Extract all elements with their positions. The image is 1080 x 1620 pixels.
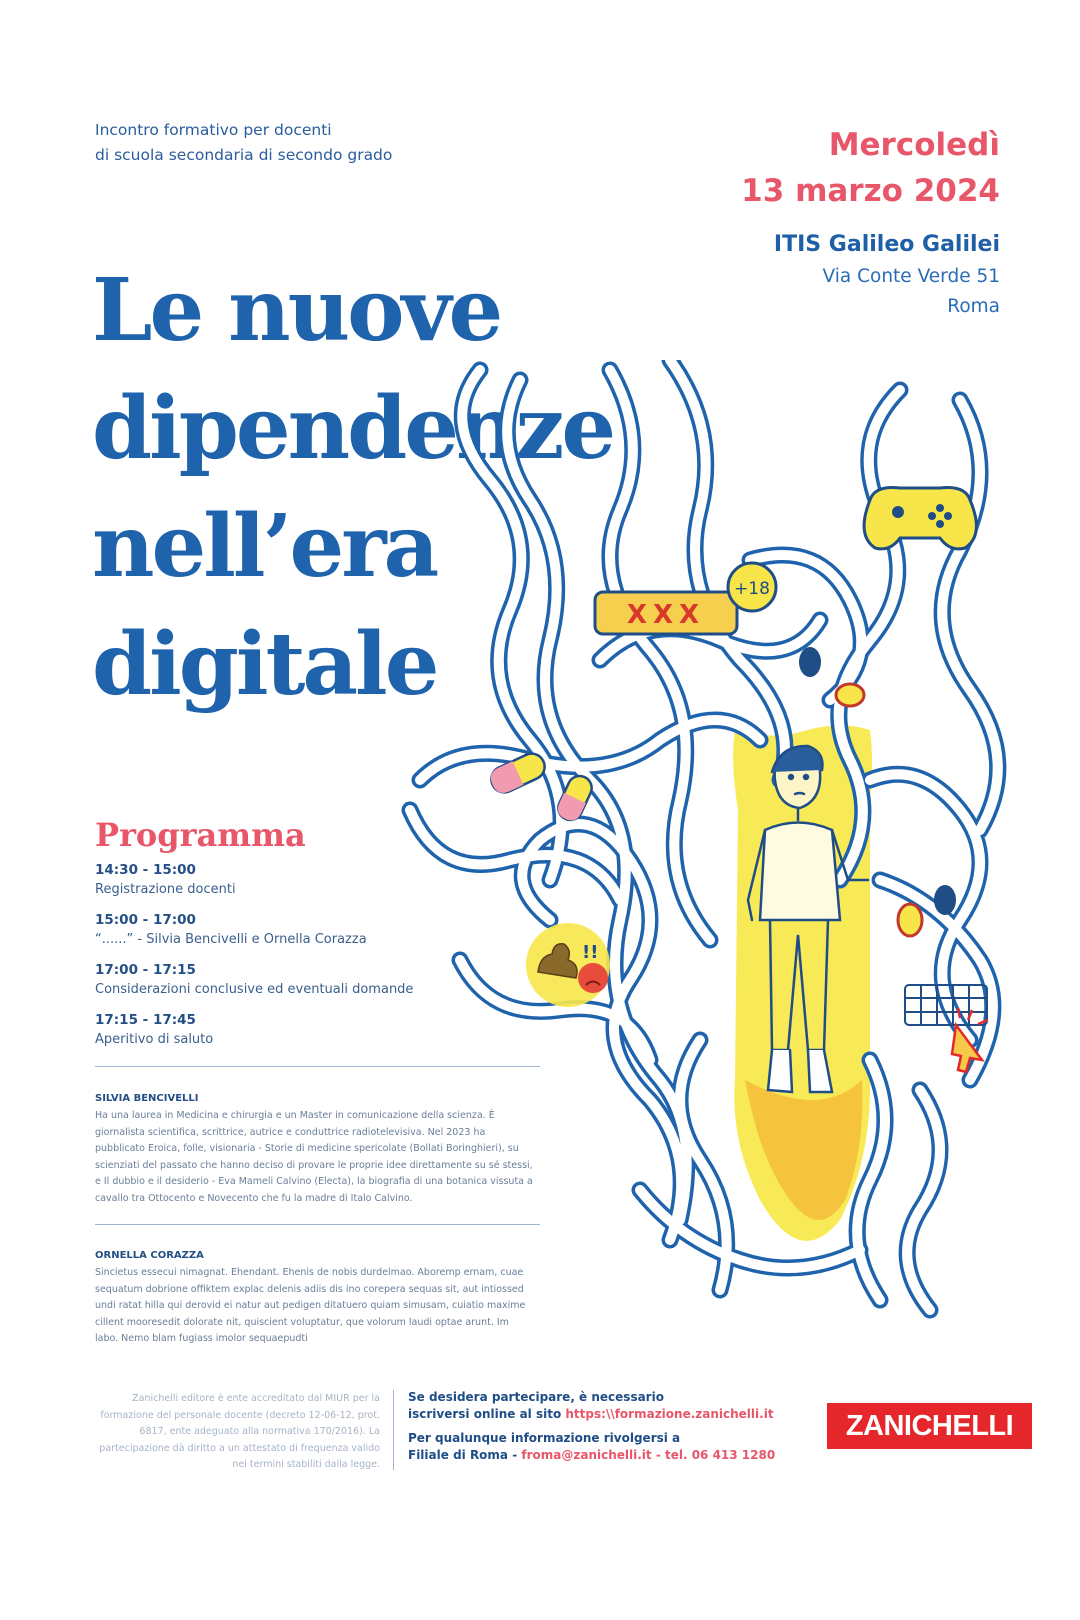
registration-info <box>408 1389 808 1463</box>
info-prefix: Filiale di Roma - <box>408 1447 522 1462</box>
venue-street: Via Conte Verde 51 <box>822 266 1000 287</box>
program-item <box>95 910 555 950</box>
info-line-1: Per qualunque informazione rivolgersi a <box>408 1431 681 1445</box>
title-line-2: dipendenze <box>92 378 614 479</box>
register-line-1: Se desidera partecipare, è necessario <box>408 1390 664 1404</box>
footer-divider <box>393 1390 394 1470</box>
program-desc: Considerazioni conclusive ed eventuali domande <box>95 982 414 997</box>
program-time: 15:00 - 17:00 <box>95 912 196 928</box>
event-date <box>741 122 1000 214</box>
xxx-label: XXX <box>626 600 706 630</box>
svg-text:!!: !! <box>582 942 599 963</box>
venue-school: ITIS Galileo Galilei <box>773 232 1000 257</box>
register-url-link[interactable]: https:\\formazione.zanichelli.it <box>565 1406 774 1421</box>
plus18-label: +18 <box>734 579 770 599</box>
program-time: 17:15 - 17:45 <box>95 1012 196 1028</box>
program-item <box>95 960 555 1000</box>
bio-name: ORNELLA CORAZZA <box>95 1250 204 1261</box>
title-line-3: nell’era <box>92 496 437 597</box>
event-venue <box>774 228 1000 322</box>
contact-link[interactable]: froma@zanichelli.it - tel. 06 413 1280 <box>521 1447 776 1462</box>
program-time: 14:30 - 15:00 <box>95 862 196 878</box>
event-day: Mercoledì <box>828 127 1000 163</box>
event-intro <box>95 118 515 168</box>
game-controller-icon <box>864 488 976 549</box>
divider <box>95 1224 540 1225</box>
program-item <box>95 1010 555 1050</box>
program-heading: Programma <box>95 816 306 854</box>
program-time: 17:00 - 17:15 <box>95 962 196 978</box>
plus18-badge <box>728 563 776 611</box>
bio-text: Ha una laurea in Medicina e chirurgia e un Master in comunicazione della scienza. È giornalista scientifica, scrittrice, autrice e conduttrice radiotelevisiva. Nel 2023 ha pubblicato Eroica, folle, visionaria - Storie di medicine spericolate (Bollati Boringhieri), su scienziati del passato che hanno deciso di provare le proprie idee direttamente su sé stessi, e Il dubbio e il desiderio - Eva Mameli Calvino (Electa), la biografia di una botanica vissuta a cavallo tra Ottocento e Novecento che fu la madre di Italo Calvino. <box>95 1110 533 1204</box>
intro-line-2: di scuola secondaria di secondo grado <box>95 146 393 164</box>
event-date-value: 13 marzo 2024 <box>741 173 1000 209</box>
info-line-2 <box>408 1447 808 1464</box>
register-line-2 <box>408 1406 808 1423</box>
program-item <box>95 860 555 900</box>
venue-city: Roma <box>947 296 1000 317</box>
bio-name: SILVIA BENCIVELLI <box>95 1093 199 1104</box>
title-line-4: digitale <box>92 614 437 715</box>
accreditation-note: Zanichelli editore è ente accreditato dal MIUR per la formazione del personale docente (decreto 12-06-12, prot. 6817, ente adeguato alla normativa 170/2016). La partecipazione dà diritto a un attestato di frequenza valido nei termini stabiliti dalla legge. <box>99 1393 380 1470</box>
divider <box>95 1066 540 1067</box>
title-line-1: Le nuove <box>92 260 501 361</box>
zanichelli-logo: ZANICHELLI <box>827 1403 1032 1449</box>
bio-text: Sincietus essecui nimagnat. Ehendant. Ehenis de nobis durdelmao. Aboremp ernam, cuae sequatum dobrione offiktem explac delenis adiis dis ino corepera sequas sit, aut intiossed undi ratat hilla qui derovid ei natur aut pedigen ditatuero quiam simusam, cuiatio maxime cillent mooresedit dolorate nit, quiscient voluptatur, que volorum laudi optae arunt. Im labo. Nemo blam fugiass imolor sequaepudti <box>95 1267 526 1344</box>
program-desc: Aperitivo di saluto <box>95 1032 214 1047</box>
angry-emoji-icon <box>578 963 608 993</box>
program-desc: “......” - Silvia Bencivelli e Ornella Corazza <box>95 932 367 947</box>
register-prefix: iscriversi online al sito <box>408 1406 566 1421</box>
program-desc: Registrazione docenti <box>95 882 236 897</box>
intro-line-1: Incontro formativo per docenti <box>95 121 332 139</box>
xxx-tag <box>595 592 737 634</box>
